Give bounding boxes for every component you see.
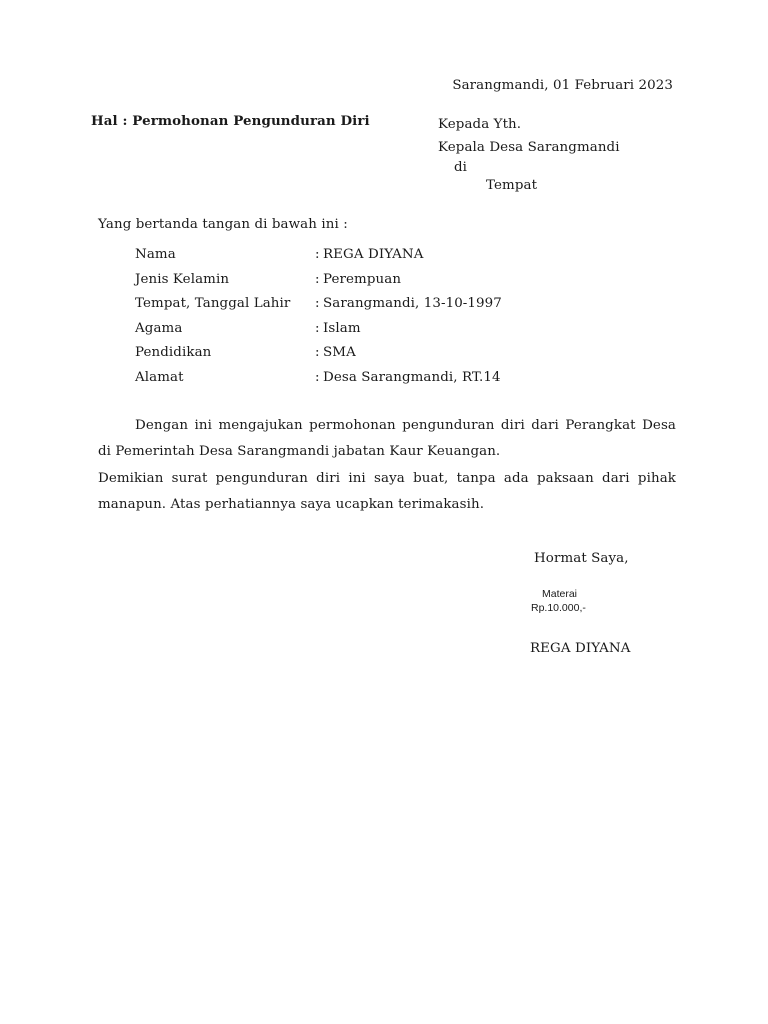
- field-separator: :: [315, 320, 320, 336]
- recipient-title: Kepala Desa Sarangmandi: [438, 140, 620, 155]
- recipient-block: [438, 113, 620, 196]
- field-row-pendidikan: [135, 343, 502, 368]
- identity-fields: [135, 245, 502, 392]
- field-value: Desa Sarangmandi, RT.14: [323, 369, 501, 385]
- field-label: Agama: [135, 320, 183, 336]
- field-label: Tempat, Tanggal Lahir: [135, 296, 291, 311]
- field-separator: :: [315, 247, 320, 262]
- field-label: Pendidikan: [135, 345, 212, 360]
- field-row-alamat: [135, 368, 502, 393]
- subject-line: Hal : Permohonan Pengunduran Diri: [91, 113, 370, 129]
- stamp-label: Materai: [542, 588, 578, 600]
- field-row-tempat-tanggal-lahir: [135, 294, 502, 319]
- field-label: Alamat: [135, 369, 184, 385]
- date-line: Sarangmandi, 01 Februari 2023: [452, 78, 673, 93]
- body-paragraph-closing: Demikian surat pengunduran diri ini saya buat, tanpa ada paksaan dari pihak manapun. Atas perhatiannya saya ucapkan terimakasih.: [98, 471, 676, 512]
- field-separator: :: [315, 296, 320, 311]
- closing-salutation: Hormat Saya,: [534, 551, 629, 566]
- field-value: SMA: [323, 345, 356, 360]
- field-separator: :: [315, 271, 320, 287]
- field-value: Sarangmandi, 13-10-1997: [323, 296, 502, 311]
- field-label: Jenis Kelamin: [135, 271, 230, 287]
- field-row-nama: [135, 245, 502, 270]
- recipient-greeting: Kepada Yth.: [438, 117, 522, 132]
- materai-stamp-note: [531, 587, 586, 615]
- intro-text: Yang bertanda tangan di bawah ini :: [98, 217, 348, 232]
- signer-name: REGA DIYANA: [530, 641, 631, 656]
- field-separator: :: [315, 345, 320, 360]
- stamp-value: Rp.10.000,-: [531, 602, 586, 614]
- field-value: Perempuan: [323, 271, 402, 287]
- body-paragraph-request: Dengan ini mengajukan permohonan pengunduran diri dari Perangkat Desa di Pemerintah Desa Sarangmandi jabatan Kaur Keuangan.: [98, 418, 676, 459]
- field-separator: :: [315, 369, 320, 385]
- field-row-agama: [135, 319, 502, 344]
- field-row-jenis-kelamin: [135, 270, 502, 295]
- recipient-di: di: [454, 160, 468, 175]
- field-value: Islam: [323, 320, 361, 336]
- field-value: REGA DIYANA: [323, 247, 424, 262]
- field-label: Nama: [135, 247, 176, 262]
- recipient-place: Tempat: [486, 178, 538, 193]
